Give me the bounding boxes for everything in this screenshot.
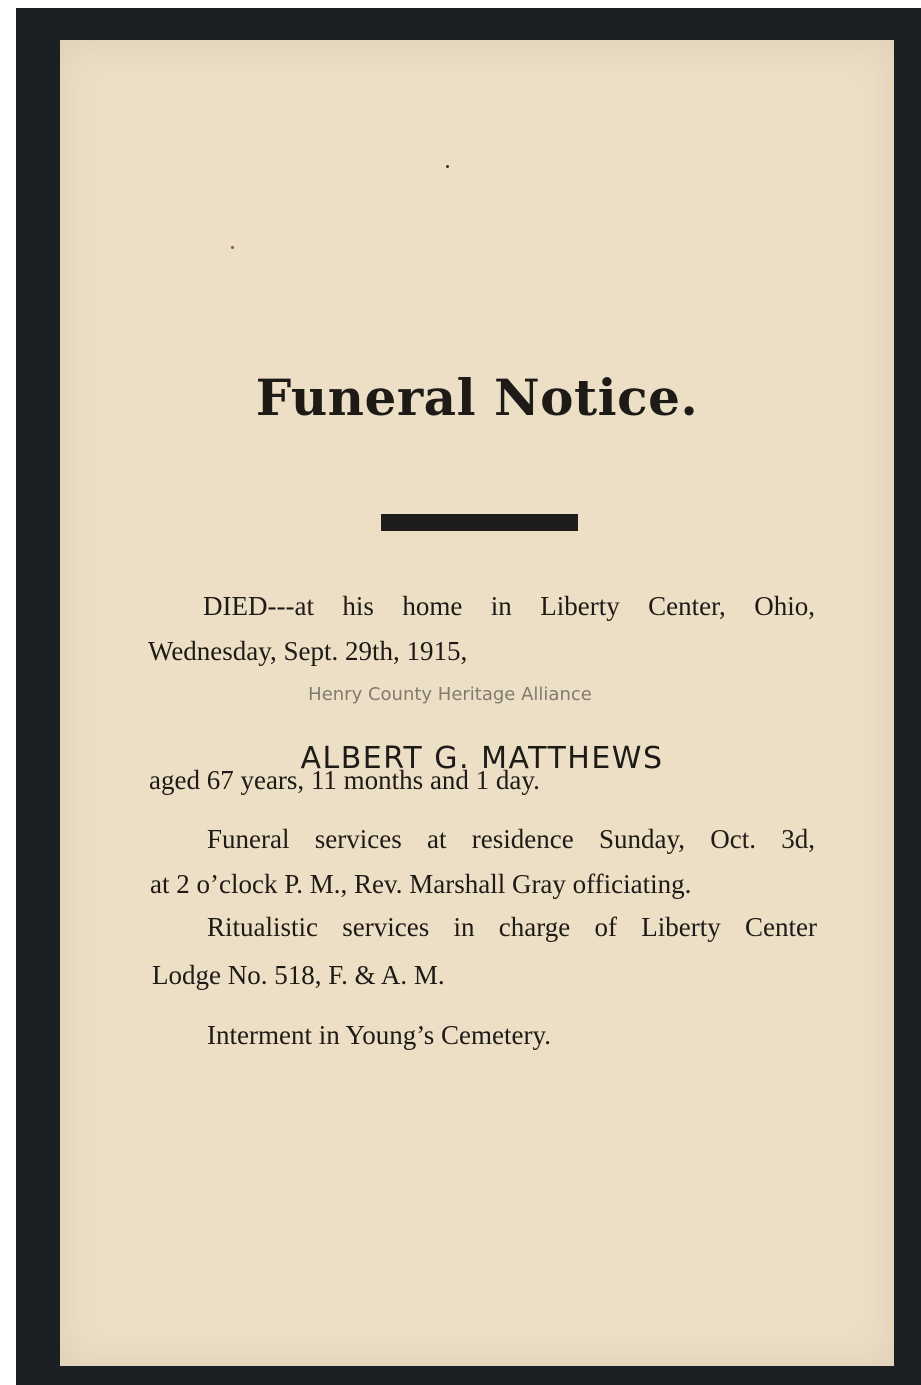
died-line-1: DIED---at his home in Liberty Center, Ohio, xyxy=(203,591,815,621)
services-line-1: Funeral services at residence Sunday, Oct. 3d, xyxy=(207,824,815,854)
ritual-line-1: Ritualistic services in charge of Liberty Center xyxy=(207,912,817,942)
age-line: aged 67 years, 11 months and 1 day. xyxy=(149,765,540,795)
paper-speck xyxy=(231,246,234,249)
deceased-name: ALBERT G. MATTHEWS xyxy=(300,741,664,776)
paper-speck xyxy=(446,165,449,168)
interment-line: Interment in Young’s Cemetery. xyxy=(207,1020,551,1050)
ritual-line-2: Lodge No. 518, F. & A. M. xyxy=(152,960,445,990)
watermark-text: Henry County Heritage Alliance xyxy=(308,684,592,705)
notice-title: Funeral Notice. xyxy=(255,368,699,427)
services-line-2: at 2 o’clock P. M., Rev. Marshall Gray officiating. xyxy=(150,869,692,899)
mourning-rule xyxy=(381,514,578,531)
died-line-2: Wednesday, Sept. 29th, 1915, xyxy=(148,636,468,666)
